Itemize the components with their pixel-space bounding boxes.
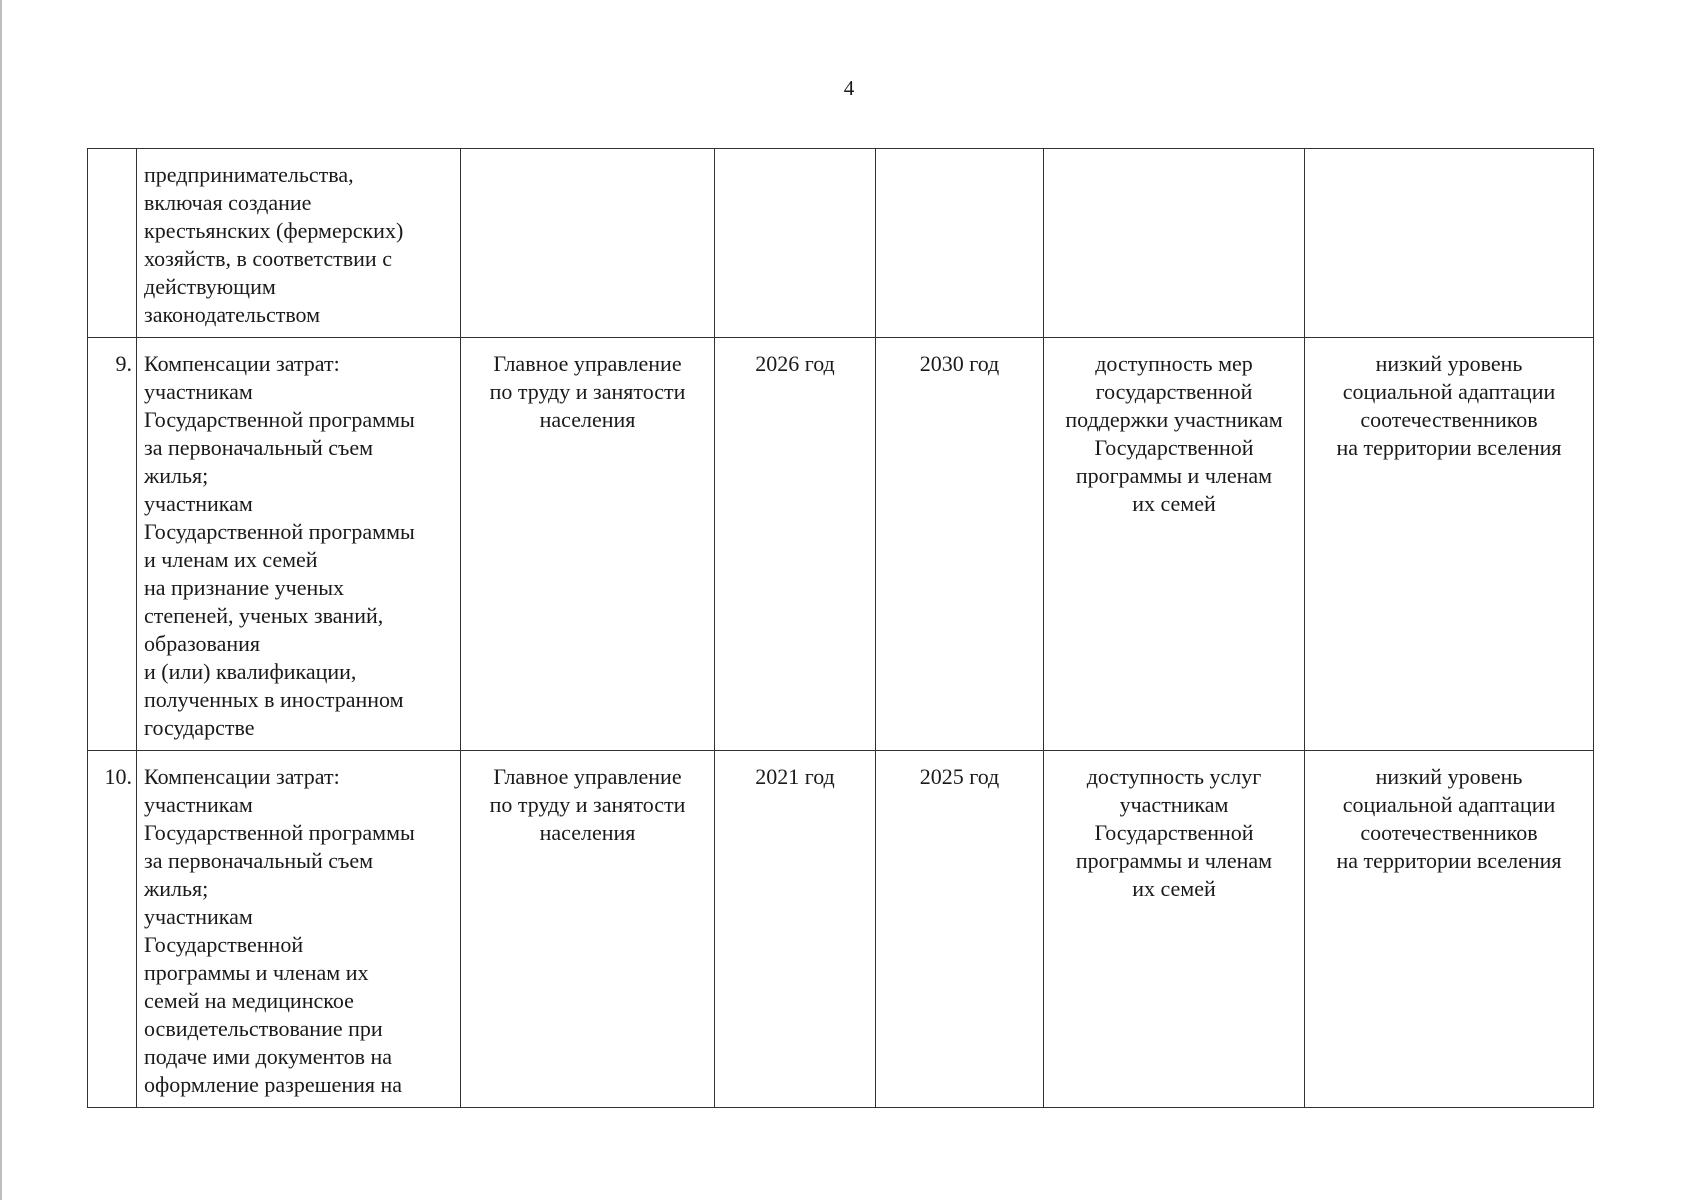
measure-description-line: крестьянских (фермерских) xyxy=(144,218,404,243)
measure-description-line: Компенсации затрат: xyxy=(144,351,340,376)
row-number xyxy=(88,149,137,338)
measure-description-line: участникам xyxy=(144,379,253,404)
expected-result-line: программы и членам xyxy=(1075,848,1273,873)
expected-result-line: Государственной xyxy=(1094,820,1254,845)
measure-description-line: Государственной xyxy=(144,932,304,957)
measure-description-line: оформление разрешения на xyxy=(144,1072,403,1097)
measure-description-line: подаче ими документов на xyxy=(144,1044,393,1069)
non-implementation-consequence-line: социальной адаптации xyxy=(1342,792,1556,817)
responsible-executor xyxy=(461,751,715,1108)
measure-description xyxy=(137,751,461,1108)
measure-description-line: участникам xyxy=(144,904,253,929)
responsible-executor xyxy=(461,149,715,338)
expected-result-line: их семей xyxy=(1132,876,1216,901)
expected-result xyxy=(1044,338,1305,751)
start-year: 2026 год xyxy=(715,338,876,751)
measure-description-line: за первоначальный съем xyxy=(144,435,374,460)
responsible-executor-line: по труду и занятости xyxy=(489,792,686,817)
measure-description-line: законодательством xyxy=(144,302,321,327)
responsible-executor-line: населения xyxy=(539,407,636,432)
non-implementation-consequence-line: низкий уровень xyxy=(1375,351,1523,376)
non-implementation-consequence-line: на территории вселения xyxy=(1336,848,1562,873)
expected-result-line: доступность мер xyxy=(1095,351,1253,376)
row-number: 9. xyxy=(88,338,137,751)
non-implementation-consequence xyxy=(1305,149,1594,338)
measure-description-line: и (или) квалификации, xyxy=(144,659,357,684)
responsible-executor-line: Главное управление xyxy=(493,351,682,376)
measure-description-line: участникам xyxy=(144,792,253,817)
end-year xyxy=(876,149,1044,338)
measure-description-line: государстве xyxy=(144,715,255,740)
expected-result-line: программы и членам xyxy=(1075,463,1273,488)
non-implementation-consequence-line: соотечественников xyxy=(1360,407,1538,432)
measure-description-line: включая создание xyxy=(144,190,312,215)
measure-description-line: Компенсации затрат: xyxy=(144,764,340,789)
measure-description-line: жилья; xyxy=(144,463,209,488)
non-implementation-consequence-line: соотечественников xyxy=(1360,820,1538,845)
measure-description-line: семей на медицинское xyxy=(144,988,354,1013)
table-row xyxy=(88,751,1594,1108)
responsible-executor xyxy=(461,338,715,751)
end-year: 2030 год xyxy=(876,338,1044,751)
responsible-executor-line: Главное управление xyxy=(493,764,682,789)
row-number: 10. xyxy=(88,751,137,1108)
measure-description-line: Государственной программы xyxy=(144,519,415,544)
table-row xyxy=(88,338,1594,751)
measures-table xyxy=(87,148,1594,1108)
measure-description-line: хозяйств, в соответствии с xyxy=(144,246,392,271)
measure-description-line: жилья; xyxy=(144,876,209,901)
measure-description-line: полученных в иностранном xyxy=(144,687,404,712)
measure-description-line: образования xyxy=(144,631,261,656)
page-number: 4 xyxy=(843,76,855,100)
scan-left-edge xyxy=(0,0,2,1200)
non-implementation-consequence xyxy=(1305,751,1594,1108)
expected-result-line: доступность услуг xyxy=(1086,764,1262,789)
expected-result-line: Государственной xyxy=(1094,435,1254,460)
measure-description-line: программы и членам их xyxy=(144,960,369,985)
start-year xyxy=(715,149,876,338)
measure-description-line: Государственной программы xyxy=(144,407,415,432)
measure-description-line: за первоначальный съем xyxy=(144,848,374,873)
table-row xyxy=(88,149,1594,338)
measure-description-line: и членам их семей xyxy=(144,547,318,572)
expected-result-line: поддержки участникам xyxy=(1065,407,1283,432)
non-implementation-consequence-line: низкий уровень xyxy=(1375,764,1523,789)
measure-description xyxy=(137,149,461,338)
responsible-executor-line: по труду и занятости xyxy=(489,379,686,404)
measure-description-line: предпринимательства, xyxy=(144,162,354,187)
expected-result xyxy=(1044,149,1305,338)
measure-description-line: степеней, ученых званий, xyxy=(144,603,384,628)
expected-result-line: участникам xyxy=(1119,792,1229,817)
measure-description xyxy=(137,338,461,751)
non-implementation-consequence-line: социальной адаптации xyxy=(1342,379,1556,404)
measure-description-line: участникам xyxy=(144,491,253,516)
responsible-executor-line: населения xyxy=(539,820,636,845)
measure-description-line: освидетельствование при xyxy=(144,1016,383,1041)
measure-description-line: действующим xyxy=(144,274,276,299)
measure-description-line: на признание ученых xyxy=(144,575,345,600)
table-body xyxy=(88,149,1594,1108)
expected-result-line: государственной xyxy=(1095,379,1253,404)
non-implementation-consequence xyxy=(1305,338,1594,751)
end-year: 2025 год xyxy=(876,751,1044,1108)
measure-description-line: Государственной программы xyxy=(144,820,415,845)
start-year: 2021 год xyxy=(715,751,876,1108)
non-implementation-consequence-line: на территории вселения xyxy=(1336,435,1562,460)
expected-result xyxy=(1044,751,1305,1108)
expected-result-line: их семей xyxy=(1132,491,1216,516)
